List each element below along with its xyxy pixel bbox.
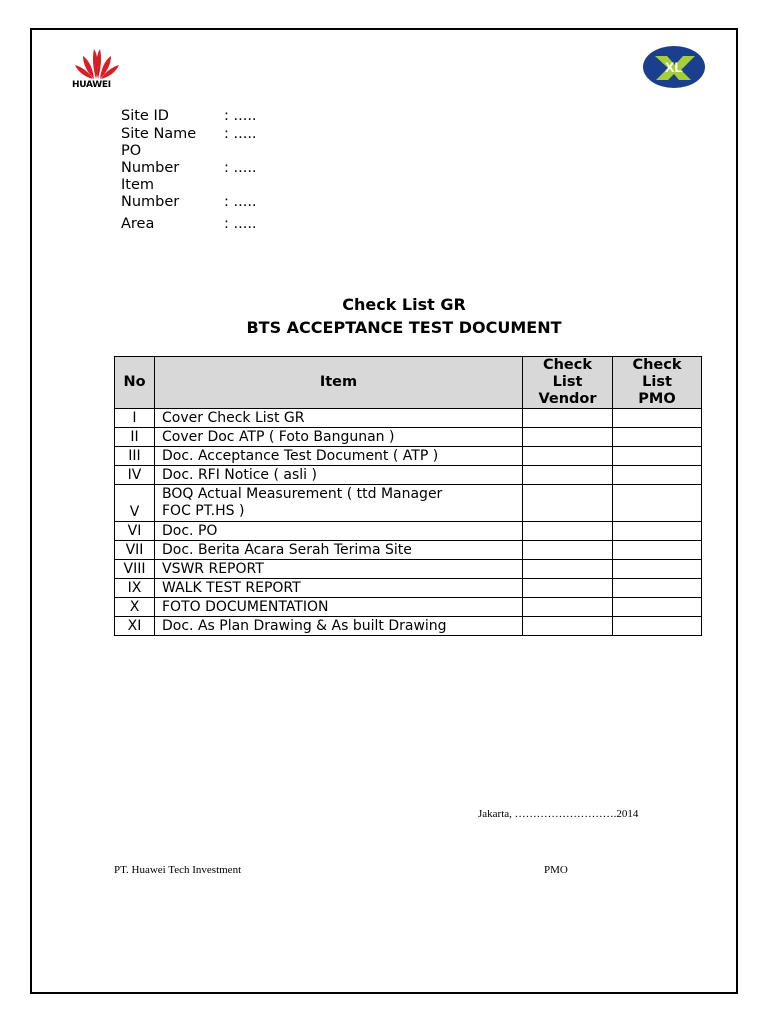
header-no: No	[115, 357, 155, 409]
row-item: Doc. RFI Notice ( asli )	[155, 466, 523, 485]
row-no: VIII	[115, 560, 155, 579]
pmo-check-cell[interactable]	[613, 409, 702, 428]
document-title: Check List GR	[342, 295, 466, 314]
table-row	[115, 560, 702, 579]
row-item: Doc. Berita Acara Serah Terima Site	[155, 541, 523, 560]
item-number-value: : .....	[224, 194, 257, 210]
area-label: Area	[121, 216, 155, 232]
header-pmo-line2: List	[642, 374, 672, 390]
row-item: Cover Doc ATP ( Foto Bangunan )	[155, 428, 523, 447]
item-label: Item	[121, 177, 155, 193]
vendor-check-cell[interactable]	[523, 428, 613, 447]
pmo-check-cell[interactable]	[613, 485, 702, 522]
row-item: Doc. PO	[155, 522, 523, 541]
table-row	[115, 617, 702, 636]
vendor-check-cell[interactable]	[523, 466, 613, 485]
xl-logo-text: XL	[665, 59, 683, 75]
pmo-check-cell[interactable]	[613, 579, 702, 598]
vendor-check-cell[interactable]	[523, 541, 613, 560]
table-row	[115, 579, 702, 598]
header-item: Item	[155, 357, 523, 409]
vendor-check-cell[interactable]	[523, 447, 613, 466]
row-item-line1: BOQ Actual Measurement ( ttd Manager	[162, 486, 443, 502]
row-no: II	[115, 428, 155, 447]
table-row	[115, 598, 702, 617]
table-header-row	[115, 357, 702, 409]
po-number-label: Number	[121, 160, 180, 176]
table-row	[115, 428, 702, 447]
row-item	[155, 485, 523, 522]
row-no: VI	[115, 522, 155, 541]
row-no: IX	[115, 579, 155, 598]
po-label: PO	[121, 143, 142, 159]
table-row	[115, 466, 702, 485]
table-row	[115, 409, 702, 428]
vendor-check-cell[interactable]	[523, 560, 613, 579]
pmo-check-cell[interactable]	[613, 466, 702, 485]
site-name-label: Site Name	[121, 126, 197, 142]
row-no: X	[115, 598, 155, 617]
vendor-check-cell[interactable]	[523, 409, 613, 428]
header-vendor-line3: Vendor	[538, 391, 597, 407]
row-no: III	[115, 447, 155, 466]
xl-logo	[641, 44, 707, 90]
site-id-value: : .....	[224, 108, 257, 124]
row-item: VSWR REPORT	[155, 560, 523, 579]
pmo-check-cell[interactable]	[613, 447, 702, 466]
header-vendor-line1: Check	[542, 357, 593, 373]
table-row	[115, 522, 702, 541]
signatory-huawei: PT. Huawei Tech Investment	[114, 864, 242, 876]
huawei-petals-icon	[72, 46, 122, 80]
row-no: XI	[115, 617, 155, 636]
vendor-check-cell[interactable]	[523, 522, 613, 541]
table-row	[115, 485, 702, 522]
vendor-check-cell[interactable]	[523, 617, 613, 636]
item-number-label: Number	[121, 194, 180, 210]
row-item-line2: FOC PT.HS )	[162, 503, 245, 519]
signatory-pmo: PMO	[544, 864, 568, 876]
pmo-check-cell[interactable]	[613, 522, 702, 541]
row-no: IV	[115, 466, 155, 485]
row-item: Doc. As Plan Drawing & As built Drawing	[155, 617, 523, 636]
huawei-logo-text: HUAWEI	[72, 80, 111, 90]
checklist-table	[114, 356, 702, 636]
pmo-check-cell[interactable]	[613, 598, 702, 617]
row-no: V	[115, 485, 155, 522]
pmo-check-cell[interactable]	[613, 541, 702, 560]
huawei-logo	[72, 46, 122, 92]
document-subtitle: BTS ACCEPTANCE TEST DOCUMENT	[246, 318, 562, 337]
row-no: VII	[115, 541, 155, 560]
header-pmo-line1: Check	[632, 357, 682, 373]
site-name-value: : .....	[224, 126, 257, 142]
vendor-check-cell[interactable]	[523, 598, 613, 617]
place-date: Jakarta, ……………………….2014	[478, 808, 639, 820]
site-id-label: Site ID	[121, 108, 169, 124]
header-check-list-vendor	[523, 357, 613, 409]
table-row	[115, 541, 702, 560]
header-vendor-line2: List	[552, 374, 583, 390]
row-item: Doc. Acceptance Test Document ( ATP )	[155, 447, 523, 466]
pmo-check-cell[interactable]	[613, 428, 702, 447]
header-check-list-pmo	[613, 357, 702, 409]
vendor-check-cell[interactable]	[523, 485, 613, 522]
header-pmo-line3: PMO	[638, 391, 676, 407]
po-number-value: : .....	[224, 160, 257, 176]
vendor-check-cell[interactable]	[523, 579, 613, 598]
pmo-check-cell[interactable]	[613, 617, 702, 636]
table-row	[115, 447, 702, 466]
row-no: I	[115, 409, 155, 428]
area-value: : .....	[224, 216, 257, 232]
row-item: Cover Check List GR	[155, 409, 523, 428]
row-item: FOTO DOCUMENTATION	[155, 598, 523, 617]
pmo-check-cell[interactable]	[613, 560, 702, 579]
row-item: WALK TEST REPORT	[155, 579, 523, 598]
xl-logo-icon	[641, 44, 707, 90]
